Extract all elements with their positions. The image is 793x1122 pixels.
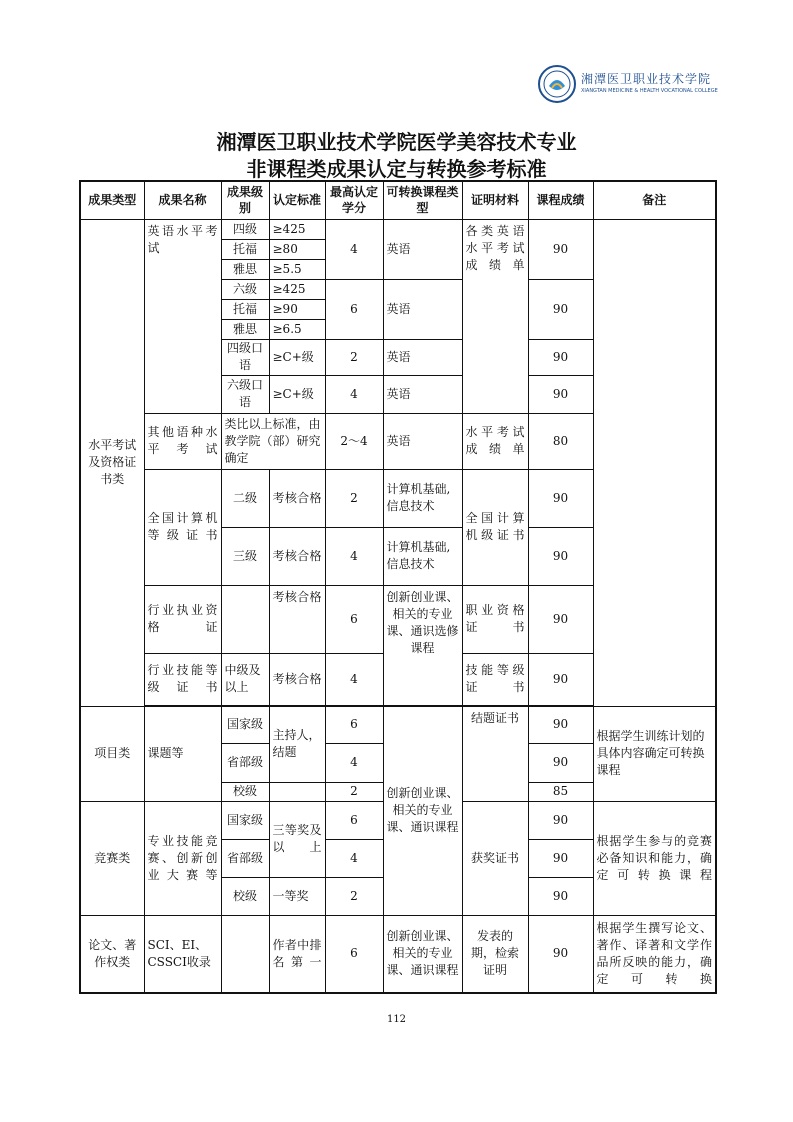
level-cell: 国家级 xyxy=(221,801,269,839)
course-cell: 英语 xyxy=(383,279,462,339)
note-cell: 根据学生撰写论文、著作、译著和文学作品所反映的能力，确定可转换 xyxy=(593,915,716,993)
table-row xyxy=(80,706,716,743)
achievement-name-cell: 其他语种水平考试 xyxy=(144,413,221,469)
standard-cell: ≥90 xyxy=(269,299,325,319)
note-cell xyxy=(593,219,716,706)
course-cell: 英语 xyxy=(383,413,462,469)
level-cell xyxy=(221,585,269,653)
level-cell: 校级 xyxy=(221,877,269,915)
credit-cell: 2 xyxy=(325,782,383,801)
table-row xyxy=(80,219,716,239)
table-row xyxy=(80,915,716,993)
standard-cell xyxy=(269,782,325,801)
standard-cell: ≥C+级 xyxy=(269,375,325,413)
level-cell: 校级 xyxy=(221,782,269,801)
level-cell: 六级口语 xyxy=(221,375,269,413)
score-cell: 90 xyxy=(528,279,593,339)
proof-cell: 全国计算机级证书 xyxy=(462,469,528,585)
score-cell: 80 xyxy=(528,413,593,469)
achievement-name-cell: SCI、EI、CSSCI收录 xyxy=(144,915,221,993)
standard-cell: ≥425 xyxy=(269,279,325,299)
credit-cell: 4 xyxy=(325,743,383,782)
course-cell: 创新创业课、相关的专业课、通识课程 xyxy=(383,706,462,915)
standard-cell: 类比以上标准，由教学院（部）研究确定 xyxy=(221,413,325,469)
level-cell: 雅思 xyxy=(221,259,269,279)
category-cell: 项目类 xyxy=(80,706,144,801)
level-cell: 四级 xyxy=(221,219,269,239)
achievement-name-cell: 行业执业资格证 xyxy=(144,585,221,653)
level-cell: 国家级 xyxy=(221,706,269,743)
achievement-name-cell: 专业技能竞赛、创新创业大赛等 xyxy=(144,801,221,915)
score-cell: 90 xyxy=(528,219,593,279)
credit-cell: 4 xyxy=(325,375,383,413)
course-cell: 计算机基础,信息技术 xyxy=(383,469,462,527)
credit-cell: 4 xyxy=(325,219,383,279)
col-header: 备注 xyxy=(593,181,716,219)
course-cell: 创新创业课、相关的专业课、通识选修课程 xyxy=(383,585,462,705)
course-cell: 英语 xyxy=(383,219,462,279)
credit-cell: 6 xyxy=(325,706,383,743)
course-cell: 创新创业课、相关的专业课、通识课程 xyxy=(383,915,462,993)
score-cell: 90 xyxy=(528,375,593,413)
credit-cell: 4 xyxy=(325,839,383,877)
credit-cell: 2 xyxy=(325,339,383,375)
standard-cell: 主持人，结题 xyxy=(269,706,325,782)
level-cell: 三级 xyxy=(221,527,269,585)
col-header: 最高认定学分 xyxy=(325,181,383,219)
category-cell: 论文、著作权类 xyxy=(80,915,144,993)
score-cell: 90 xyxy=(528,915,593,993)
credit-cell: 6 xyxy=(325,585,383,653)
achievement-name-cell: 课题等 xyxy=(144,706,221,801)
level-cell: 省部级 xyxy=(221,743,269,782)
standard-cell: 考核合格 xyxy=(269,469,325,527)
level-cell: 六级 xyxy=(221,279,269,299)
credit-cell: 4 xyxy=(325,653,383,705)
score-cell: 90 xyxy=(528,801,593,839)
credit-cell: 2～4 xyxy=(325,413,383,469)
level-cell: 雅思 xyxy=(221,319,269,339)
credit-cell: 2 xyxy=(325,469,383,527)
col-header: 课程成绩 xyxy=(528,181,593,219)
proof-cell: 技能等级证书 xyxy=(462,653,528,705)
score-cell: 90 xyxy=(528,585,593,653)
conversion-standards-table xyxy=(79,180,717,994)
standard-cell: ≥6.5 xyxy=(269,319,325,339)
achievement-name-cell: 行业技能等级证书 xyxy=(144,653,221,705)
credit-cell: 6 xyxy=(325,279,383,339)
score-cell: 90 xyxy=(528,839,593,877)
level-cell: 四级口语 xyxy=(221,339,269,375)
level-cell: 托福 xyxy=(221,299,269,319)
category-cell: 水平考试及资格证书类 xyxy=(80,219,144,706)
score-cell: 90 xyxy=(528,743,593,782)
standard-cell: ≥C+级 xyxy=(269,339,325,375)
col-header: 成果级别 xyxy=(221,181,269,219)
category-cell: 竞赛类 xyxy=(80,801,144,915)
standard-cell: 考核合格 xyxy=(269,653,325,705)
score-cell: 90 xyxy=(528,877,593,915)
col-header: 证明材料 xyxy=(462,181,528,219)
score-cell: 90 xyxy=(528,469,593,527)
col-header: 成果名称 xyxy=(144,181,221,219)
proof-cell: 各类英语水平考试成绩单 xyxy=(462,219,528,413)
standard-cell: ≥425 xyxy=(269,219,325,239)
course-cell: 英语 xyxy=(383,375,462,413)
level-cell: 二级 xyxy=(221,469,269,527)
course-cell: 计算机基础,信息技术 xyxy=(383,527,462,585)
logo-chinese-name: 湘潭医卫职业技术学院 xyxy=(581,72,712,86)
score-cell: 85 xyxy=(528,782,593,801)
score-cell: 90 xyxy=(528,653,593,705)
col-header: 成果类型 xyxy=(80,181,144,219)
page-subtitle: 非课程类成果认定与转换参考标准 xyxy=(246,157,547,181)
course-cell: 英语 xyxy=(383,339,462,375)
logo-english-name: XIANGTAN MEDICINE & HEALTH VOCATIONAL COLLEGE xyxy=(581,88,718,94)
col-header: 认定标准 xyxy=(269,181,325,219)
college-emblem-icon xyxy=(537,64,577,104)
page-title: 湘潭医卫职业技术学院医学美容技术专业 xyxy=(216,130,577,154)
table-header-row xyxy=(80,181,716,219)
col-header: 可转换课程类型 xyxy=(383,181,462,219)
proof-cell: 职业资格证书 xyxy=(462,585,528,653)
credit-cell: 6 xyxy=(325,801,383,839)
achievement-name-cell: 英语水平考试 xyxy=(144,219,221,413)
standard-cell: 一等奖 xyxy=(269,877,325,915)
standard-cell: ≥5.5 xyxy=(269,259,325,279)
standard-cell: 考核合格 xyxy=(269,527,325,585)
score-cell: 90 xyxy=(528,527,593,585)
standard-cell: 作者中排名第一 xyxy=(269,915,325,993)
credit-cell: 4 xyxy=(325,527,383,585)
credit-cell: 2 xyxy=(325,877,383,915)
level-cell xyxy=(221,915,269,993)
score-cell: 90 xyxy=(528,339,593,375)
standard-cell: 考核合格 xyxy=(269,585,325,653)
standard-cell: 三等奖及以上 xyxy=(269,801,325,877)
proof-cell: 结题证书 xyxy=(462,706,528,801)
level-cell: 中级及以上 xyxy=(221,653,269,705)
achievement-name-cell: 全国计算机等级证书 xyxy=(144,469,221,585)
level-cell: 省部级 xyxy=(221,839,269,877)
college-logo xyxy=(537,64,727,104)
score-cell: 90 xyxy=(528,706,593,743)
proof-cell: 水平考试成绩单 xyxy=(462,413,528,469)
note-cell: 根据学生训练计划的具体内容确定可转换课程 xyxy=(593,706,716,801)
level-cell: 托福 xyxy=(221,239,269,259)
proof-cell: 获奖证书 xyxy=(462,801,528,915)
note-cell: 根据学生参与的竞赛必备知识和能力，确定可转换课程 xyxy=(593,801,716,915)
proof-cell: 发表的期，检索证明 xyxy=(462,915,528,993)
standard-cell: ≥80 xyxy=(269,239,325,259)
page-number: 112 xyxy=(386,1014,407,1025)
credit-cell: 6 xyxy=(325,915,383,993)
